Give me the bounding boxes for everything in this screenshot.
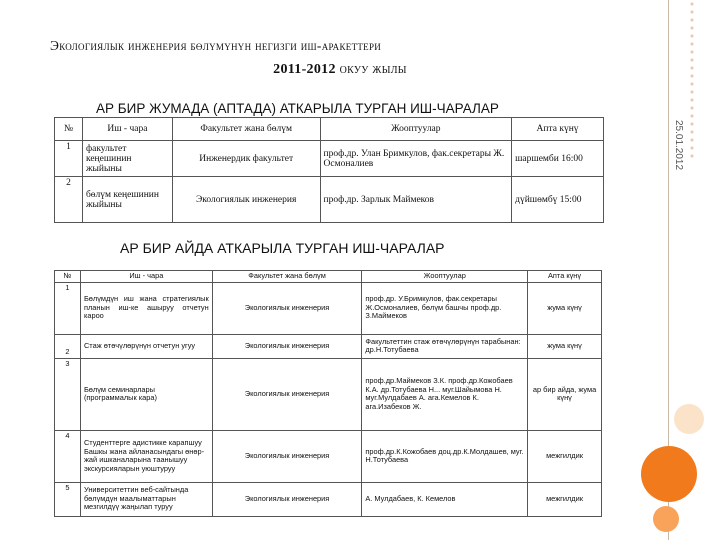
row-resp: проф.др. У.Бримкулов, фак.секретары Ж.Осмоналиев, бөлүм башчы проф.др. З.Маймеков [362, 282, 528, 334]
header-cell: Факультет жана бөлүм [172, 118, 320, 141]
row-event: Бөлүм семинарлары (программалык кара) [80, 358, 212, 430]
title-line1: Экологиялык инженерия бөлүмүнүн негизги иш-аракеттери [50, 38, 382, 53]
row-num: 2 [55, 334, 81, 358]
row-day: жума күнү [528, 334, 602, 358]
header-cell: Жооптуулар [320, 118, 512, 141]
header-cell: Иш - чара [80, 271, 212, 283]
title [50, 38, 630, 78]
row-event: Стаж өтөчүлөрүнүн отчетун угуу [80, 334, 212, 358]
row-event: Университеттин веб-сайтында бөлүмдүн маалыматтарын мезгилдүү жаңылап туруу [80, 482, 212, 516]
row-resp: Факультеттин стаж өтөчүлөрүнүн тарабынан: др.Н.Тотубаева [362, 334, 528, 358]
decor-circle-orange-small [653, 506, 679, 532]
decorative-dots [688, 0, 696, 160]
header-cell: № [55, 118, 83, 141]
header-cell: Апта күнү [512, 118, 604, 141]
row-num: 1 [55, 282, 81, 334]
row-resp: А. Мулдабаев, К. Кемелов [362, 482, 528, 516]
weekly-events-table [54, 117, 604, 223]
title-line2 [50, 62, 630, 78]
title-years: 2011-2012 [273, 62, 336, 77]
row-resp: проф.др. Зарлык Маймеков [320, 177, 512, 223]
row-event: Студенттерге адистикке карапшуу Башкы жана айланасындагы өнөр-жай ишканаларына таанышуу экскурсияларын уюштуруу [80, 430, 212, 482]
header-cell: Факультет жана бөлүм [212, 271, 362, 283]
row-event: факультет кеңешинин жыйыны [82, 141, 172, 177]
row-event: бөлүм кеңешинин жыйыны [82, 177, 172, 223]
table-header-row [55, 271, 602, 283]
row-unit: Экологиялык инженерия [212, 482, 362, 516]
row-unit: Экологиялык инженерия [172, 177, 320, 223]
row-num: 1 [55, 141, 83, 177]
row-day: межгилдик [528, 430, 602, 482]
row-resp: проф.др.Маймеков З.К. проф.др.Кожобаев К.А. др.Тотубаева Н... муг.Шайымова Н. муг.Мулдабаев А. ага.Кемелов К. ага.Изабеков Ж. [362, 358, 528, 430]
row-event: Бөлүмдүн иш жана стратегиялык планын иш-ке ашыруу отчетун кароо [80, 282, 212, 334]
table-row [55, 482, 602, 516]
row-num: 2 [55, 177, 83, 223]
row-unit: Экологиялык инженерия [212, 430, 362, 482]
row-num: 4 [55, 430, 81, 482]
header-cell: Жооптуулар [362, 271, 528, 283]
row-unit: Экологиялык инженерия [212, 334, 362, 358]
decor-circle-orange-large [641, 446, 697, 502]
table-row [55, 282, 602, 334]
title-suffix: окуу жылы [339, 62, 407, 77]
row-unit: Экологиялык инженерия [212, 358, 362, 430]
header-cell: Апта күнү [528, 271, 602, 283]
table-row [55, 141, 604, 177]
slide-date: 25.01.2012 [673, 119, 684, 171]
section2-heading: АР БИР АЙДА АТКАРЫЛА ТУРГАН ИШ-ЧАРАЛАР [120, 240, 445, 256]
table-row [55, 334, 602, 358]
row-resp: проф.др. Улан Бримкулов, фак.секретары Ж. Осмоналиев [320, 141, 512, 177]
row-num: 5 [55, 482, 81, 516]
row-unit: Экологиялык инженерия [212, 282, 362, 334]
header-cell: № [55, 271, 81, 283]
table-row [55, 358, 602, 430]
row-num: 3 [55, 358, 81, 430]
section1-heading: АР БИР ЖУМАДА (АПТАДА) АТКАРЫЛА ТУРГАН ИШ-ЧАРАЛАР [96, 101, 499, 116]
row-day: межгилдик [528, 482, 602, 516]
row-day: шаршемби 16:00 [512, 141, 604, 177]
header-cell: Иш - чара [82, 118, 172, 141]
row-unit: Инженердик факультет [172, 141, 320, 177]
row-day: дүйшөмбү 15:00 [512, 177, 604, 223]
decor-circle-pale [674, 404, 704, 434]
row-resp: проф.др.К.Кожобаев доц.др.К.Молдашев, муг. Н.Тотубаева [362, 430, 528, 482]
table-row [55, 430, 602, 482]
row-day: жума күнү [528, 282, 602, 334]
monthly-events-table [54, 270, 602, 517]
table-row [55, 177, 604, 223]
table-header-row [55, 118, 604, 141]
row-day: ар бир айда, жума күнү [528, 358, 602, 430]
